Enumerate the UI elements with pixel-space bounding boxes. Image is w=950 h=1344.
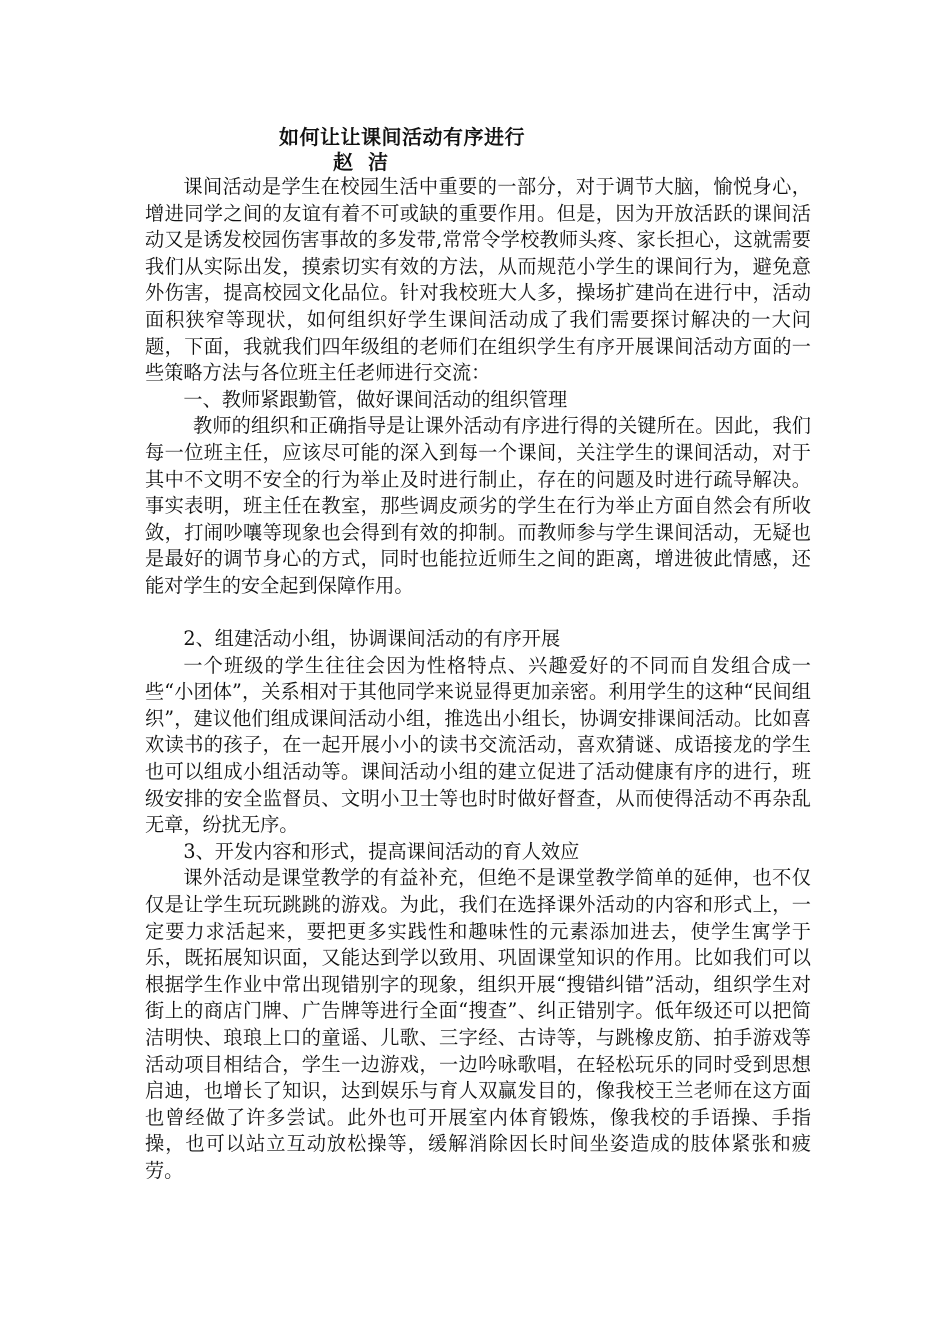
section-paragraph-3: 课外活动是课堂教学的有益补充，但绝不是课堂教学简单的延伸，也不仅仅是让学生玩玩跳跳的游戏。为此，我们在选择课外活动的内容和形式上，一定要力求活起来，要把更多实践性和趣味性的元素添加进去，使学生寓学于乐，既拓展知识面，又能达到学以致用、巩固课堂知识的作用。比如我们可以根据学生作业中常出现错别字的现象，组织开展“搜错纠错”活动，组织学生对街上的商店门牌、广告牌等进行全面“搜查”、纠正错别字。低年级还可以把简洁明快、琅琅上口的童谣、儿歌、三字经、古诗等，与跳橡皮筋、拍手游戏等活动项目相结合，学生一边游戏，一边吟咏歌唱，在轻松玩乐的同时受到思想启迪，也增长了知识，达到娱乐与育人双赢发目的，像我校王兰老师在这方面也曾经做了许多尝试。此外也可开展室内体育锻炼，像我校的手语操、手指操，也可以站立互动放松操等，缓解消除因长时间坐姿造成的肢体紧张和疲劳。	[145, 866, 811, 1182]
paragraph-gap	[145, 600, 811, 627]
section-paragraph-1: 教师的组织和正确指导是让课外活动有序进行得的关键所在。因此，我们每一位班主任，应该尽可能的深入到每一个课间，关注学生的课间活动，对于其中不文明不安全的行为举止及时进行制止，存在的问题及时进行疏导解决。事实表明，班主任在教室，那些调皮顽劣的学生在行为举止方面自然会有所收敛，打闹吵嚷等现象也会得到有效的抑制。而教师参与学生课间活动，无疑也是最好的调节身心的方式，同时也能拉近师生之间的距离，增进彼此情感，还能对学生的安全起到保障作用。	[145, 414, 811, 597]
document-body	[145, 174, 811, 1185]
section-heading-3: 3、开发内容和形式，提高课间活动的育人效应	[183, 839, 580, 863]
section-heading-2: 2、组建活动小组，协调课间活动的有序开展	[183, 627, 561, 651]
document-author: 赵 洁	[333, 150, 392, 174]
section-heading-1: 一、教师紧跟勤管，做好课间活动的组织管理	[183, 387, 568, 411]
intro-paragraph: 课间活动是学生在校园生活中重要的一部分，对于调节大脑，愉悦身心，增进同学之间的友谊有着不可或缺的重要作用。但是，因为开放活跃的课间活动又是诱发校园伤害事故的多发带,常常令学校教师头疼、家长担心，这就需要我们从实际出发，摸索切实有效的方法，从而规范小学生的课间行为，避免意外伤害，提高校园文化品位。针对我校班大人多，操场扩建尚在进行中，活动面积狭窄等现状，如何组织好学生课间活动成了我们需要探讨解决的一大问题，下面，我就我们四年级组的老师们在组织学生有序开展课间活动方面的一些策略方法与各位班主任老师进行交流：	[145, 175, 811, 385]
section-paragraph-2: 一个班级的学生往往会因为性格特点、兴趣爱好的不同而自发组合成一些“小团体”，关系相对于其他同学来说显得更加亲密。利用学生的这种“民间组织”，建议他们组成课间活动小组，推选出小组长，协调安排课间活动。比如喜欢读书的孩子，在一起开展小小的读书交流活动，喜欢猜谜、成语接龙的学生也可以组成小组活动等。课间活动小组的建立促进了活动健康有序的进行，班级安排的安全监督员、文明小卫士等也时时做好督查，从而使得活动不再杂乱无章，纷扰无序。	[145, 653, 811, 837]
document-title: 如何让让课间活动有序进行	[279, 125, 525, 149]
